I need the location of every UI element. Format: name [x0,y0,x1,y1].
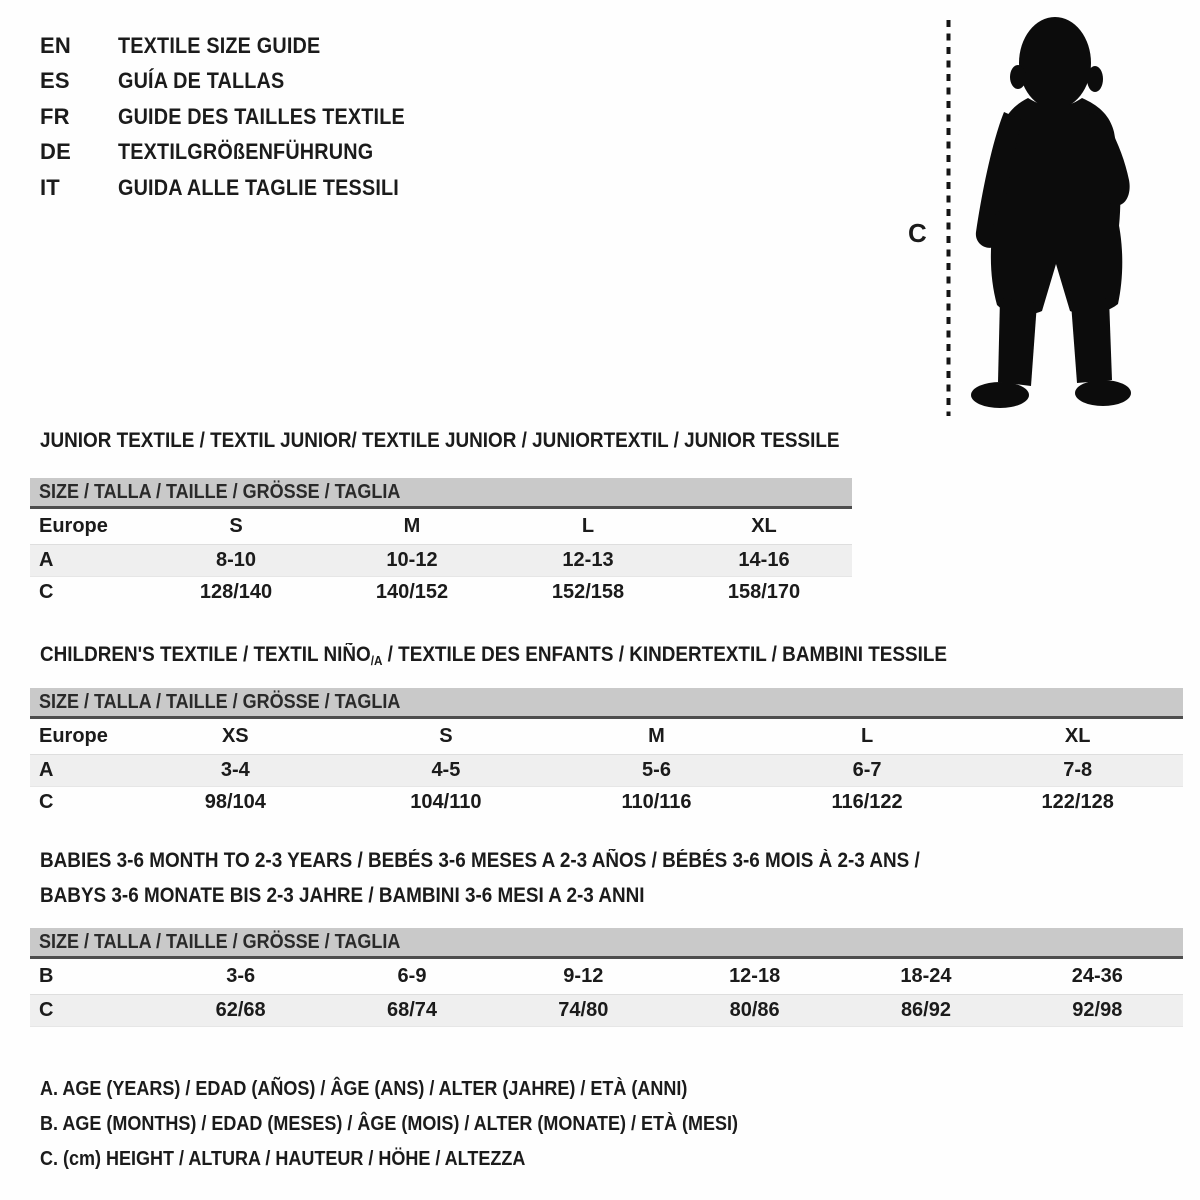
height-cell: 74/80 [558,998,609,1021]
height-measure-line [944,18,953,418]
height-cell: 110/116 [621,790,692,813]
table-row [30,959,1183,994]
height-cell: 122/128 [1041,790,1114,813]
size-header-bar: SIZE / TALLA / TAILLE / GRÖSSE / TAGLIA [30,688,1183,719]
children-section-title: CHILDREN'S TEXTILE / TEXTIL $NIÑO_{/A}$ / TEXTILE DES ENFANTS / KINDERTEXTIL / BAMBINI TESSILE [40,643,948,668]
row-label: Europe [39,514,108,537]
legend-footnotes [40,1072,816,1177]
row-label: Europe [39,724,108,747]
size-cell: S [439,724,453,747]
row-label: A [39,758,54,781]
age-cell: 6-9 [397,964,427,987]
row-label: B [39,964,54,987]
height-cell: 92/98 [1072,998,1123,1021]
size-header-bar: SIZE / TALLA / TAILLE / GRÖSSE / TAGLIA [30,928,1183,959]
age-cell: 7-8 [1063,758,1093,781]
age-cell: 12-18 [729,964,781,987]
height-cell: 104/110 [410,790,482,813]
age-cell: 3-6 [226,964,256,987]
row-label: C [39,998,54,1021]
language-code: FR [40,103,70,129]
language-title: GUIDE DES TAILLES TEXTILE [118,103,405,129]
language-title-list [40,28,437,206]
age-cell: 24-36 [1071,964,1123,987]
language-row-en [40,28,437,64]
size-cell: M [648,724,665,747]
age-cell: 5-6 [642,758,671,781]
language-row-fr [40,99,437,135]
height-cell: 68/74 [386,998,438,1021]
junior-table [30,509,852,608]
footnote-c: C. (cm) HEIGHT / ALTURA / HAUTEUR / HÖHE / ALTEZZA [40,1148,526,1170]
age-cell: 18-24 [900,964,952,987]
table-row [30,576,852,608]
children-table [30,719,1183,818]
language-code: DE [40,139,71,165]
babies-section-title: BABIES 3-6 MONTH TO 2-3 YEARS / BEBÉS 3-6 MESES A 2-3 AÑOS / BÉBÉS 3-6 MOIS À 2-3 ANS / BABYS 3-6 MONATE BIS 2-3 JAHRE / BAMBINI 3-6 MESI A 2-3 ANNI [40,849,920,907]
children-size-table [30,688,1183,818]
height-cell: 116/122 [831,790,903,813]
height-cell: 62/68 [215,998,266,1021]
table-row [30,509,852,544]
height-cell: 140/152 [375,580,449,603]
height-cell: 80/86 [729,998,780,1021]
toddler-silhouette-icon [966,14,1140,418]
table-row [30,544,852,576]
language-code: EN [40,32,71,58]
language-title: TEXTILE SIZE GUIDE [118,32,321,58]
table-row [30,786,1183,818]
language-row-es [40,64,437,100]
age-cell: 3-4 [220,758,250,781]
age-cell: 10-12 [386,548,438,571]
size-cell: S [229,514,243,537]
height-cell: 98/104 [204,790,266,813]
language-title: GUÍA DE TALLAS [118,68,285,94]
row-label: A [39,548,54,571]
table-row [30,719,1183,754]
size-header-bar: SIZE / TALLA / TAILLE / GRÖSSE / TAGLIA [30,478,852,509]
table-row [30,994,1183,1026]
size-cell: XL [1064,724,1091,747]
size-cell: L [581,514,595,537]
age-cell: 8-10 [215,548,257,571]
height-cell: 128/140 [199,580,273,603]
language-title: TEXTILGRÖßENFÜHRUNG [118,139,374,165]
language-row-it [40,170,437,206]
age-cell: 12-13 [562,548,614,571]
language-title: GUIDA ALLE TAGLIE TESSILI [118,174,399,200]
junior-size-table [30,478,852,608]
row-label: C [39,580,54,603]
size-cell: XL [751,514,777,537]
footnote-a: A. AGE (YEARS) / EDAD (AÑOS) / ÂGE (ANS) / ALTER (JAHRE) / ETÀ (ANNI) [40,1078,688,1100]
junior-section-title: JUNIOR TEXTILE / TEXTIL JUNIOR/ TEXTILE JUNIOR / JUNIORTEXTIL / JUNIOR TESSILE [40,429,840,452]
babies-table [30,959,1183,1027]
table-row [30,754,1183,786]
row-label: C [39,790,54,813]
size-cell: L [860,724,874,747]
footnote-b: B. AGE (MONTHS) / EDAD (MESES) / ÂGE (MOIS) / ALTER (MONATE) / ETÀ (MESI) [40,1113,738,1135]
height-measure-label: C [908,218,927,248]
height-cell: 158/170 [727,580,801,603]
language-row-de [40,135,437,171]
age-cell: 9-12 [563,964,604,987]
age-cell: 14-16 [738,548,790,571]
age-cell: 4-5 [431,758,461,781]
babies-size-table [30,928,1183,1027]
age-cell: 6-7 [852,758,882,781]
size-cell: XS [221,724,249,747]
nino-a-subscript: /A [370,653,383,668]
size-cell: M [403,514,421,537]
language-code: ES [40,68,70,94]
height-cell: 152/158 [551,580,625,603]
height-cell: 86/92 [900,998,951,1021]
language-code: IT [40,174,60,200]
